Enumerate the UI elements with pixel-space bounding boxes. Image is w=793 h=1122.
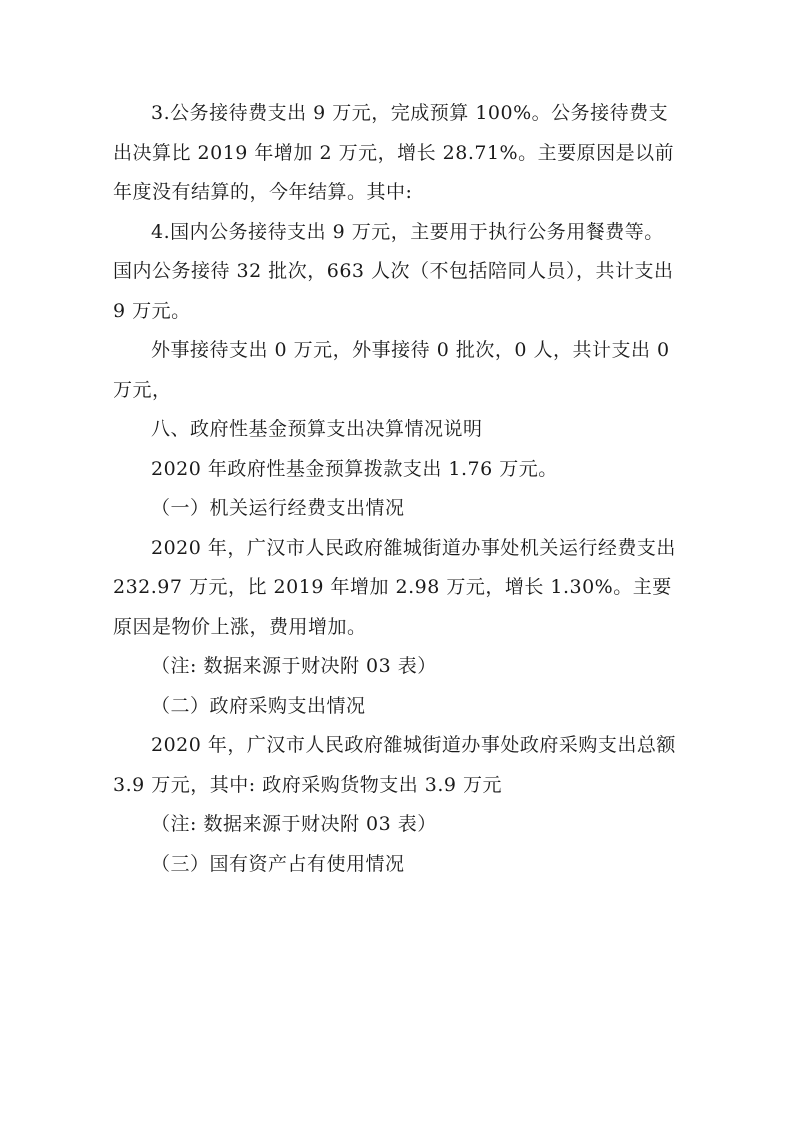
note-data-source-2: （注: 数据来源于财决附 03 表）: [151, 813, 437, 835]
note-data-source-1: （注: 数据来源于财决附 03 表）: [151, 655, 437, 677]
paragraph-procurement: 2020 年，广汉市人民政府雒城街道办事处政府采购支出总额 3.9 万元，其中: 政府采购货物支出 3.9 万元: [113, 734, 676, 796]
body-text: [113, 94, 679, 884]
paragraph-domestic-reception: 4.国内公务接待支出 9 万元，主要用于执行公务用餐费等。国内公务接待 32 批次，663 人次（不包括陪同人员），共计支出 9 万元。: [113, 220, 674, 322]
section-heading-fund-budget: 八、政府性基金预算支出决算情况说明: [151, 418, 483, 440]
paragraph-foreign-reception: 外事接待支出 0 万元，外事接待 0 批次，0 人，共计支出 0 万元，: [113, 339, 670, 401]
subheading-operating-expenses: （一）机关运行经费支出情况: [151, 497, 405, 519]
subheading-procurement: （二）政府采购支出情况: [151, 694, 366, 717]
paragraph-reception-total: 3.公务接待费支出 9 万元，完成预算 100%。公务接待费支出决算比 2019 年增加 2 万元，增长 28.71%。主要原因是以前年度没有结算的，今年结算。其中:: [113, 102, 675, 203]
paragraph-operating-expenses: 2020 年，广汉市人民政府雒城街道办事处机关运行经费支出 232.97 万元，比 2019 年增加 2.98 万元，增长 1.30%。主要原因是物价上涨，费用增加。: [113, 536, 676, 638]
paragraph-fund-budget: 2020 年政府性基金预算拨款支出 1.76 万元。: [151, 457, 558, 480]
subheading-state-assets: （三）国有资产占有使用情况: [151, 852, 405, 875]
